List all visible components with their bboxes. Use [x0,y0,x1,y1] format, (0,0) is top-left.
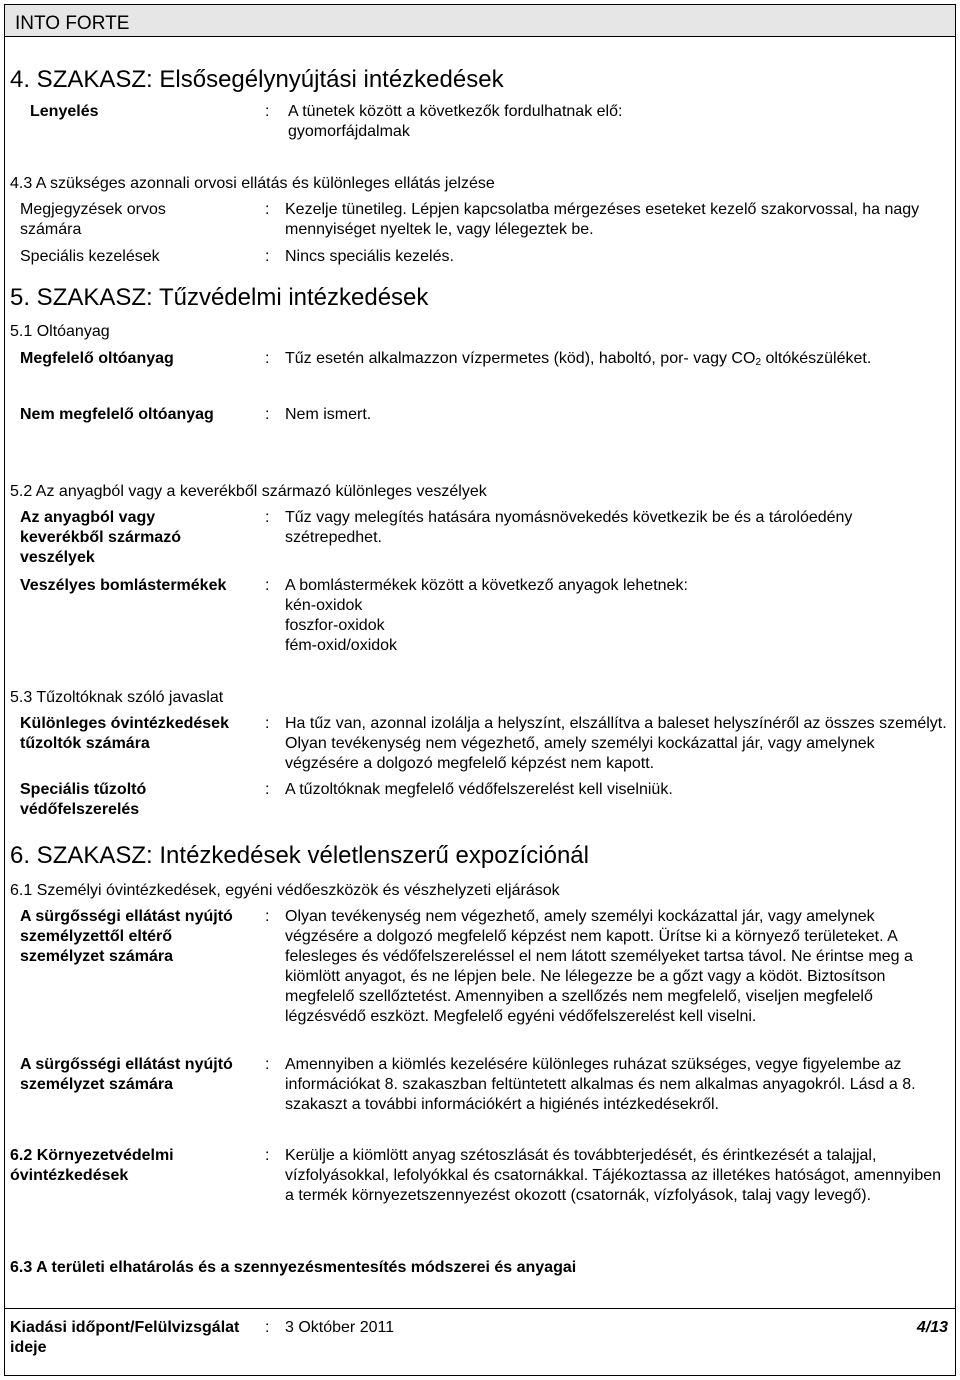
colon: : [265,908,270,925]
section-5-3-title: 5.3 Tűzoltóknak szóló javaslat [10,689,224,706]
firefighter-equipment-value: A tűzoltóknak megfelelő védőfelszerelést kell viselniük. [285,781,673,798]
section-5-title: 5. SZAKASZ: Tűzvédelmi intézkedések [10,284,429,311]
section-4-3-title: 4.3 A szükséges azonnali orvosi ellátás és különleges ellátás jelzése [10,175,495,192]
colon: : [265,1319,270,1336]
special-treatment-value: Nincs speciális kezelés. [285,248,454,265]
revision-date-label: Kiadási időpont/Felülvizsgálat ideje [10,1319,240,1356]
emergency-responders-label: A sürgősségi ellátást nyújtó személyzet számára [20,1056,233,1093]
colon: : [265,406,270,423]
section-4-title: 4. SZAKASZ: Elsősegélynyújtási intézkedések [10,66,504,93]
colon: : [265,781,270,798]
section-5-1-title: 5.1 Oltóanyag [10,323,110,340]
unsuitable-media-value: Nem ismert. [285,406,372,423]
firefighter-equipment-label: Speciális tűzoltó védőfelszerelés [20,781,147,818]
firefighter-precautions-value: Ha tűz van, azonnal izolálja a helyszínt, elszállítva a baleset helyszínéről az összes személyt. Olyan tevékenység nem végezhető, amely személyi kockázattal jár, vagy amelynek végzésére a dolgozó megfelelő képzést nem kapott. [285,715,947,772]
ingestion-label: Lenyelés [30,103,99,120]
decomposition-products-value: A bomlástermékek között a következő anyagok lehetnek: kén-oxidok foszfor-oxidok fém-oxid/oxidok [285,577,688,654]
special-treatment-label: Speciális kezelések [20,248,160,265]
environmental-precautions-value: Kerülje a kiömlött anyag szétoszlását és továbbterjedését, és érintkezését a talajjal, vízfolyásokkal, lefolyókkal és csatornákkal. Tájékoztassa az illetékes hatóságot, amennyiben a termék környezetszennyezést okozott (csatornák, vízfolyások, talaj vagy levegő). [285,1147,942,1204]
environmental-precautions-label: 6.2 Környezetvédelmi óvintézkedések [10,1147,174,1184]
colon: : [265,1056,270,1073]
footer-rule [5,1308,955,1309]
decomposition-products-label: Veszélyes bomlástermékek [20,577,227,594]
suitable-media-value: Tűz esetén alkalmazzon vízpermetes (köd), haboltó, por- vagy $CO_2$ oltókészüléket. [285,350,872,368]
colon: : [265,715,270,732]
colon: : [265,201,270,218]
colon: : [265,248,270,265]
colon: : [265,350,270,367]
colon: : [265,103,270,120]
section-6-3-title: 6.3 A területi elhatárolás és a szennyezésmentesítés módszerei és anyagai [10,1259,577,1276]
note-to-physician-value: Kezelje tünetileg. Lépjen kapcsolatba mérgezéses eseteket kezelő szakorvossal, ha nagy mennyiséget nyeltek le, vagy lélegeztek be. [285,201,920,238]
ingestion-value: A tünetek között a következők fordulhatnak elő: gyomorfájdalmak [288,103,623,140]
revision-date-value: 3 Október 2011 [285,1319,395,1336]
section-5-2-title: 5.2 Az anyagból vagy a keverékből származó különleges veszélyek [10,483,487,500]
note-to-physician-label: Megjegyzések orvos számára [20,201,166,238]
hazards-value: Tűz vagy melegítés hatására nyomásnövekedés következik be és a tárolóedény szétrepedhet. [285,509,853,546]
suitable-media-label: Megfelelő oltóanyag [20,350,174,367]
section-6-title: 6. SZAKASZ: Intézkedések véletlenszerű expozíciónál [10,842,589,869]
non-emergency-personnel-label: A sürgősségi ellátást nyújtó személyzettől eltérő személyzet számára [20,908,233,965]
non-emergency-personnel-value: Olyan tevékenység nem végezhető, amely személyi kockázattal jár, vagy amelynek végzésére a dolgozó megfelelő képzést nem kapott. Ürítse ki a környező területeket. A felesleges és védőfelszereléssel el nem látott személyeket tartsa távol. Ne érintse meg a kiömlött anyagot, és ne lépjen bele. Ne lélegezze be a gőzt vagy a ködöt. Biztosítson megfelelő szellőztetést. Amennyiben a szellőzés nem megfelelő, viseljen megfelelő légzésvédő eszközt. Megfelelő egyéni védőfelszerelést kell viselni. [285,908,913,1025]
hazards-label: Az anyagból vagy keverékből származó veszélyek [20,509,181,566]
document-title: INTO FORTE [15,13,130,34]
colon: : [265,1147,270,1164]
section-6-1-title: 6.1 Személyi óvintézkedések, egyéni védőeszközök és vészhelyzeti eljárások [10,882,560,899]
colon: : [265,509,270,526]
firefighter-precautions-label: Különleges óvintézkedések tűzoltók számára [20,715,229,752]
header-bar [5,5,955,37]
page-number: 4/13 [916,1319,948,1336]
unsuitable-media-label: Nem megfelelő oltóanyag [20,406,214,423]
colon: : [265,577,270,594]
emergency-responders-value: Amennyiben a kiömlés kezelésére különleges ruházat szükséges, vegye figyelembe az információkat 8. szakaszban feltüntetett alkalmas és nem alkalmas anyagokról. Lásd a 8. szakaszt a további információkért a higiénés intézkedésekről. [285,1056,916,1113]
